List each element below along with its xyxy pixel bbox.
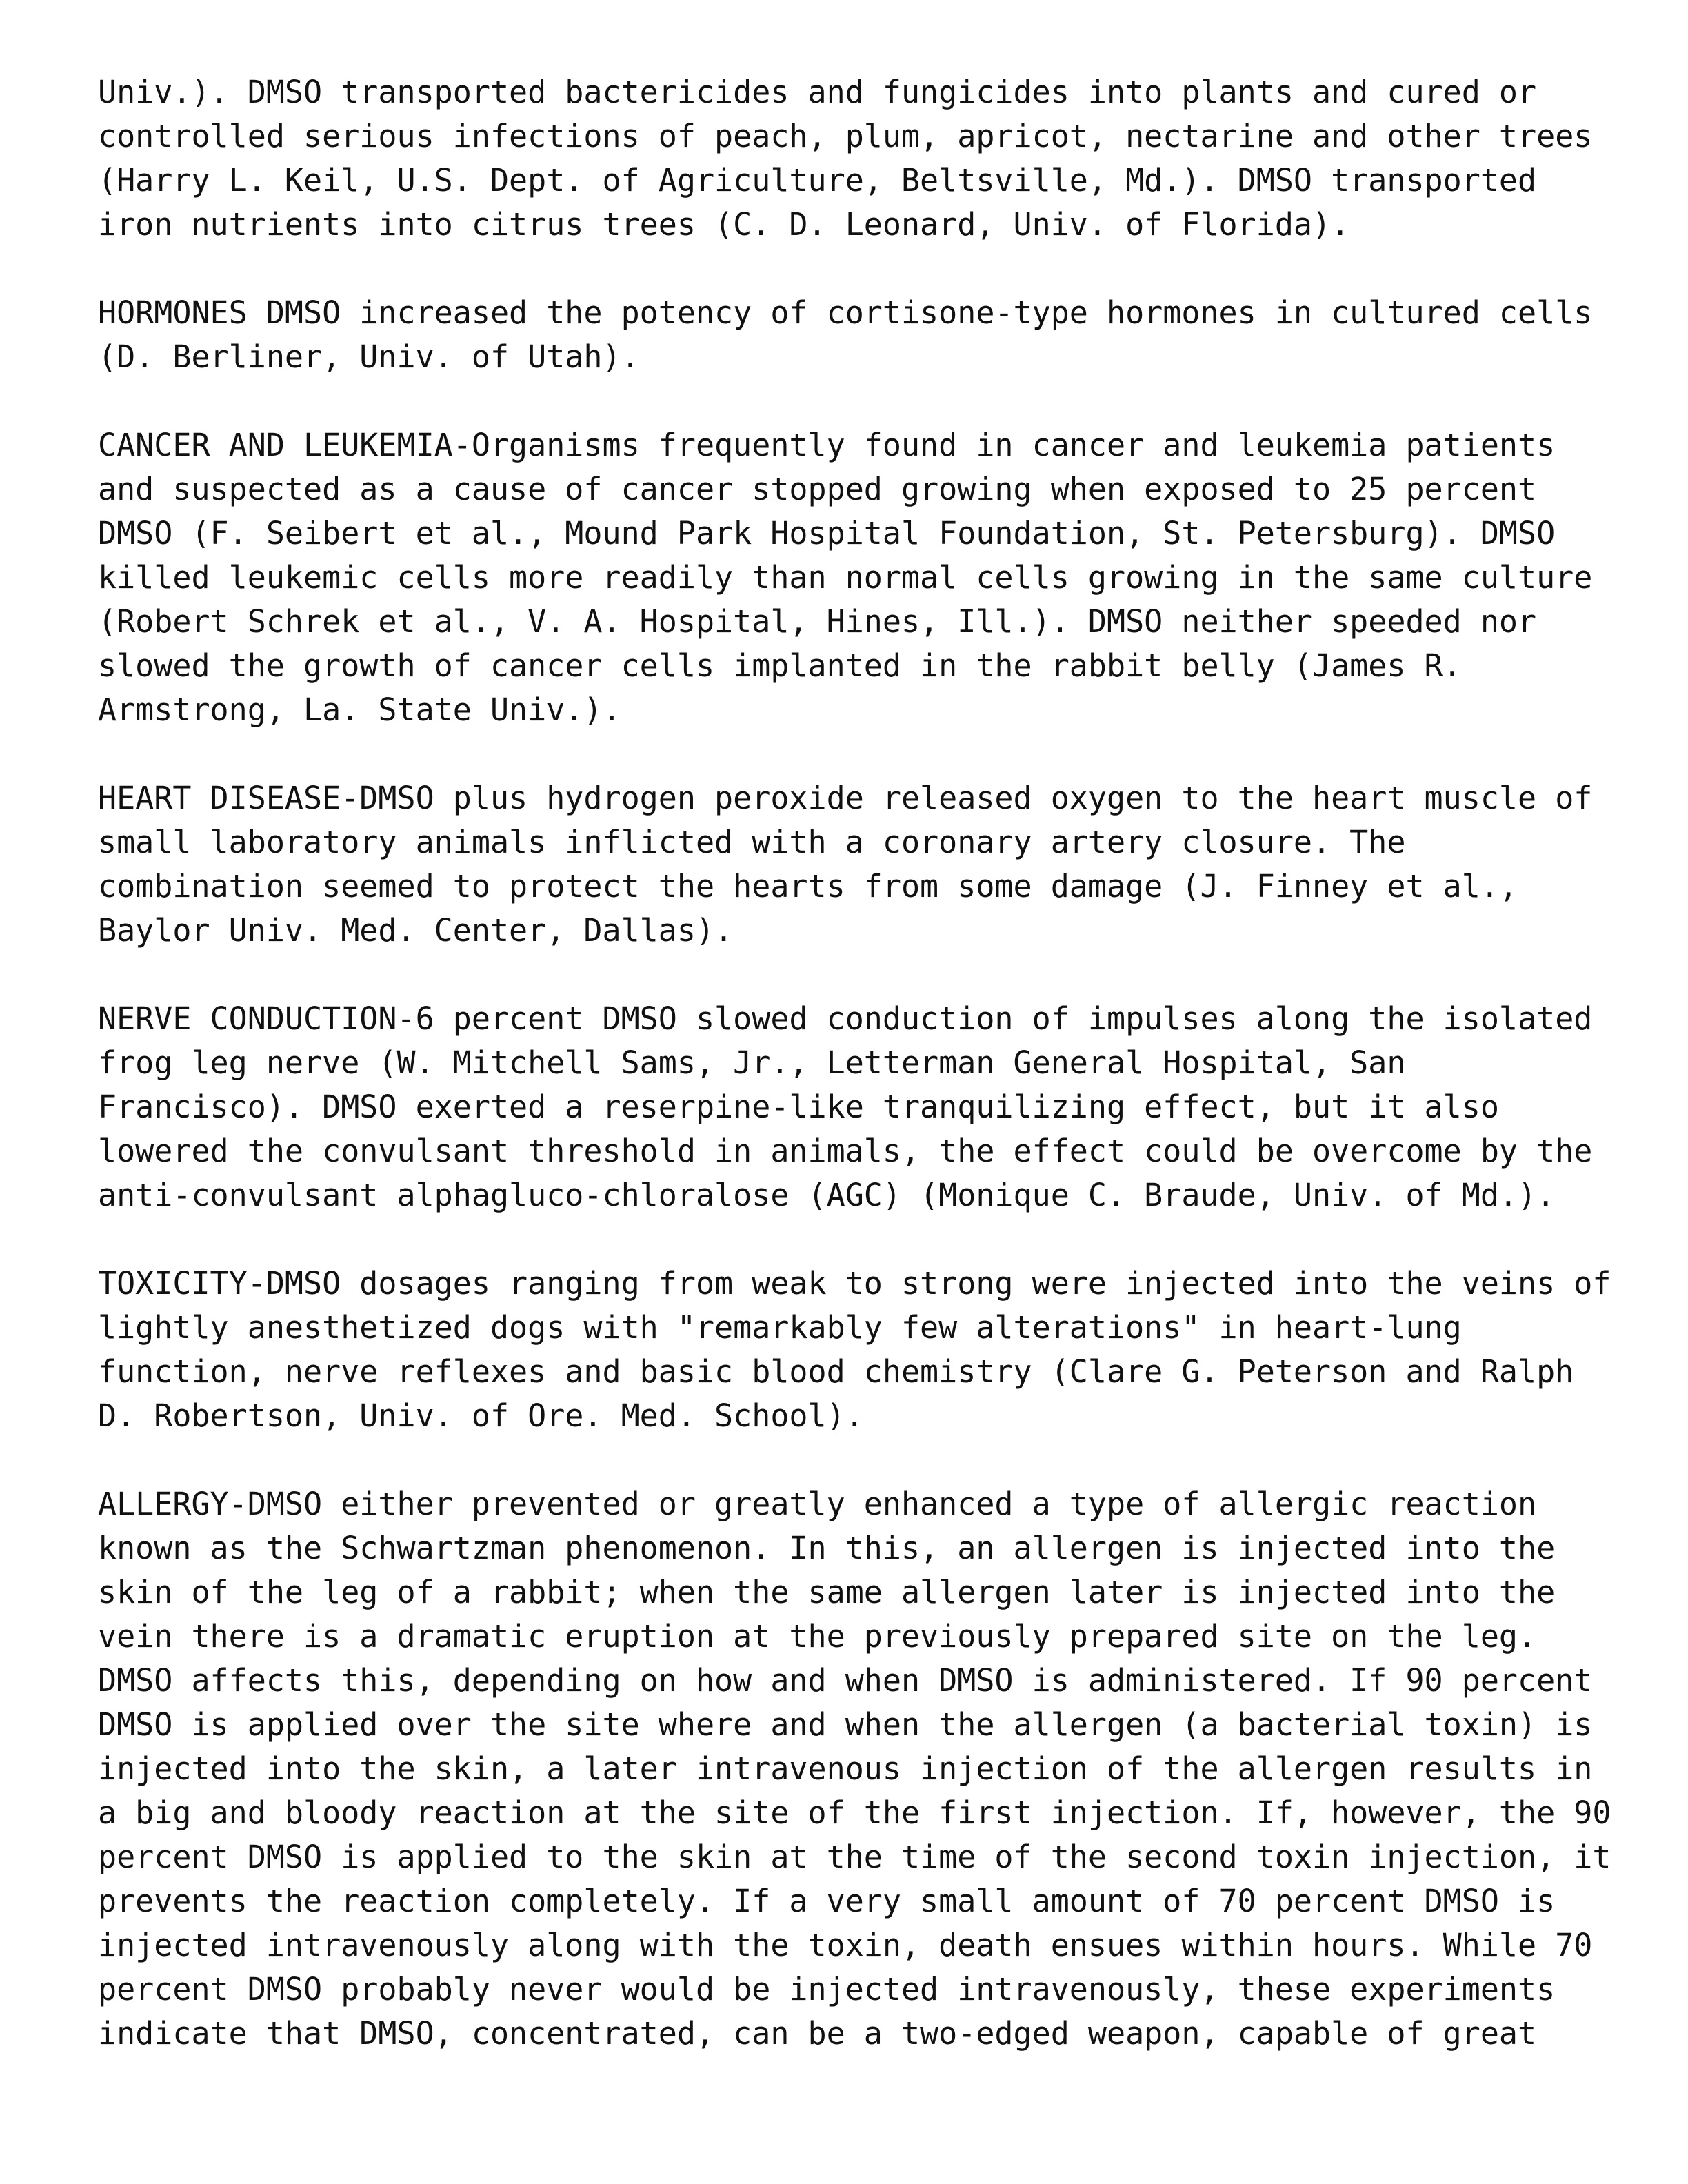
text-line: Francisco). DMSO exerted a reserpine-like tranquilizing effect, but it also [98, 1089, 1499, 1125]
paragraph-gap [98, 732, 1615, 776]
text-line: percent DMSO probably never would be injected intravenously, these experiments [98, 1971, 1556, 2008]
paragraph-toxicity [98, 1262, 1615, 1438]
text-line: indicate that DMSO, concentrated, can be a two-edged weapon, capable of great [98, 2015, 1537, 2052]
text-line: (Harry L. Keil, U.S. Dept. of Agriculture, Beltsville, Md.). DMSO transported [98, 162, 1537, 199]
text-line: TOXICITY-DMSO dosages ranging from weak to strong were injected into the veins of [98, 1265, 1611, 1302]
text-line: (Robert Schrek et al., V. A. Hospital, Hines, Ill.). DMSO neither speeded nor [98, 603, 1537, 640]
text-line: lightly anesthetized dogs with "remarkably few alterations" in heart-lung [98, 1309, 1462, 1346]
text-line: D. Robertson, Univ. of Ore. Med. School). [98, 1397, 864, 1434]
text-line: iron nutrients into citrus trees (C. D. Leonard, Univ. of Florida). [98, 206, 1350, 243]
paragraph-allergy [98, 1482, 1615, 2056]
paragraph-hormones [98, 291, 1615, 379]
text-line: ALLERGY-DMSO either prevented or greatly enhanced a type of allergic reaction [98, 1486, 1537, 1522]
text-line: NERVE CONDUCTION-6 percent DMSO slowed conduction of impulses along the isolated [98, 1000, 1593, 1037]
text-line: injected intravenously along with the toxin, death ensues within hours. While 70 [98, 1927, 1593, 1963]
text-line: frog leg nerve (W. Mitchell Sams, Jr., Letterman General Hospital, San [98, 1044, 1406, 1081]
text-line: killed leukemic cells more readily than normal cells growing in the same culture [98, 559, 1593, 596]
text-line: HORMONES DMSO increased the potency of cortisone-type hormones in cultured cells [98, 294, 1593, 331]
text-line: Baylor Univ. Med. Center, Dallas). [98, 912, 734, 949]
text-line: DMSO is applied over the site where and when the allergen (a bacterial toxin) is [98, 1706, 1593, 1743]
text-line: vein there is a dramatic eruption at the previously prepared site on the leg. [98, 1618, 1537, 1655]
text-line: function, nerve reflexes and basic blood chemistry (Clare G. Peterson and Ralph [98, 1353, 1574, 1390]
text-line: CANCER AND LEUKEMIA-Organisms frequently found in cancer and leukemia patients [98, 427, 1556, 463]
text-line: skin of the leg of a rabbit; when the same allergen later is injected into the [98, 1574, 1556, 1610]
paragraph-heart-disease [98, 776, 1615, 953]
paragraph-cancer-leukemia [98, 423, 1615, 732]
text-line: (D. Berliner, Univ. of Utah). [98, 338, 640, 375]
text-line: and suspected as a cause of cancer stopped growing when exposed to 25 percent [98, 471, 1537, 507]
paragraph-gap [98, 247, 1615, 291]
paragraph-nerve-conduction [98, 997, 1615, 1217]
text-line: slowed the growth of cancer cells implanted in the rabbit belly (James R. [98, 647, 1462, 684]
paragraph-plants [98, 70, 1615, 247]
text-line: percent DMSO is applied to the skin at the time of the second toxin injection, it [98, 1839, 1611, 1875]
text-line: Univ.). DMSO transported bactericides and fungicides into plants and cured or [98, 74, 1537, 110]
paragraph-gap [98, 1217, 1615, 1262]
paragraph-gap [98, 1438, 1615, 1482]
text-line: HEART DISEASE-DMSO plus hydrogen peroxide released oxygen to the heart muscle of [98, 780, 1593, 816]
text-line: a big and bloody reaction at the site of the first injection. If, however, the 90 [98, 1794, 1611, 1831]
document-page [98, 70, 1615, 2056]
text-line: DMSO (F. Seibert et al., Mound Park Hospital Foundation, St. Petersburg). DMSO [98, 515, 1556, 552]
text-line: controlled serious infections of peach, plum, apricot, nectarine and other trees [98, 118, 1593, 154]
text-line: lowered the convulsant threshold in animals, the effect could be overcome by the [98, 1133, 1593, 1169]
text-line: DMSO affects this, depending on how and when DMSO is administered. If 90 percent [98, 1662, 1593, 1699]
paragraph-gap [98, 379, 1615, 423]
text-line: combination seemed to protect the hearts from some damage (J. Finney et al., [98, 868, 1518, 904]
text-line: known as the Schwartzman phenomenon. In this, an allergen is injected into the [98, 1530, 1556, 1566]
text-line: small laboratory animals inflicted with a coronary artery closure. The [98, 824, 1406, 860]
text-line: prevents the reaction completely. If a very small amount of 70 percent DMSO is [98, 1883, 1556, 1919]
text-line: anti-convulsant alphagluco-chloralose (AGC) (Monique C. Braude, Univ. of Md.). [98, 1177, 1556, 1213]
text-line: injected into the skin, a later intravenous injection of the allergen results in [98, 1750, 1593, 1787]
text-line: Armstrong, La. State Univ.). [98, 691, 621, 728]
paragraph-gap [98, 953, 1615, 997]
